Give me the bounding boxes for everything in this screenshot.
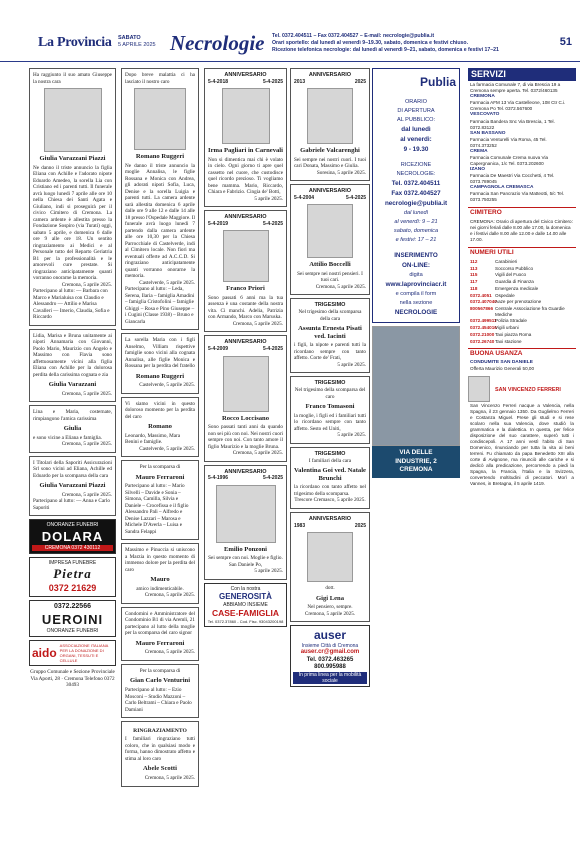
useful-number-row[interactable] [468,318,576,325]
email-link[interactable]: necrologie@publia.it [384,200,448,208]
issue-date: SABATO 5 APRILE 2025 [118,35,156,48]
phone-number: 0372.4051 [470,292,492,298]
obituary: Vi siamo vicini in questo doloroso momento per la perdita del caro Romano Leonardo, Massimo, Mara Benini e famiglie. Castelverde, 5 aprile 2025. [121,397,199,458]
aido-address: Gruppo Comunale e Sezione Provinciale Via Aporti, 28 · Cremona Telefono 0372 30493 [30,669,115,689]
column-5 [372,68,460,478]
phone-number: 118 [470,285,478,291]
saint-image [468,376,490,402]
phone-number: 113 [470,265,478,271]
obituary: Lidia, Marisa e Bruna unitamente ai nipoti Annamaria con Giovanni, Paolo Mario, Maurizio con Angelo e Massimo con Flavia sono affettuosamente vicini alla figlia Eliana con Achille per la dolorosa perdita della carissima cognata e zia Giulia Varazzani Cremona, 5 aprile 2025. [29,329,116,403]
portrait-photo [216,485,276,543]
thanks-notice: RINGRAZIAMENTO I familiari ringraziano tutti coloro, che in qualsiasi modo e forma, hanno dimostrato affetto e stima al loro caro Abele Scotti Cremona, 5 aprile 2025. [121,721,199,787]
number-label: Centrale Associazione fra Guardie Mediche [495,305,565,317]
obituary: Lina e Maria, costernate, rimpiangono l'amica carissima Giulia e sono vicine a Eliana e famiglia. Cremona, 5 aprile 2025. [29,405,116,453]
useful-number-row[interactable] [468,338,576,345]
ad-auser[interactable]: auser Insieme Città di Cremona auser.cr@gmail.com Tel. 0372.463265 800.995988 In prima linea per la mobilità sociale [290,625,370,687]
phone-number: 117 [470,279,478,285]
useful-numbers-list [468,258,576,345]
anniversary-notice: ANNIVERSARIO 1983 2025 dott. Gigi Lena Nel pensiero, sempre. Cremona, 5 aprile 2025. [290,512,370,622]
portrait-photo [307,204,353,258]
column-4 [290,68,370,690]
portrait-photo [307,532,353,582]
ad-dolara[interactable]: ONORANZE FUNEBRI DOLARA CREMONA 0372 430112 [29,519,116,554]
column-1 [29,68,116,689]
phone-number: 0372.407040 [470,299,497,305]
buona-usanza-title: BUONA USANZA [468,348,576,359]
obituary: Per la scomparsa di Gian Carlo Venturini Partecipano al lutto: – Ezio Mosconi – Studio Mazzoni – Carlo Beltrami – Chiara e Paolo Damiani [121,664,199,718]
phone-number: 0372.21000 [470,331,495,337]
useful-number-row[interactable] [468,325,576,332]
office-address: VIA DELLE INDUSTRIE, 2 CREMONA [372,446,460,478]
phone-number: 0372.499511 [470,318,497,324]
number-label: Taxi piazza Roma [495,331,532,337]
phone-number: 0372.454016 [470,325,497,331]
obituary: Dopo breve malattia ci ha lasciato il nostro caro Romano Ruggeri Ne danno il triste annuncio la moglie Annalisa, le figlie Rossana e Monica con Andrea, gli adorati nipoti Sofia, Luca, Denise e la sorella Luigia e parenti tutti. La camera ardente sarà allestita domenica 6 aprile dalle ore 9 alle 12 e dalle 14 alle 18 presso l'Ospedale Maggiore. Il funerale avrà luogo lunedì 7 partendo dalla camera ardente alle ore 10,30 per la Chiesa Parrocchiale di Castelverde, indi al Cimitero locale. Non fiori ma eventuali offerte ad A.C.C.D. Si ringraziano anticipatamente quanti vorranno onorarne la memoria. Castelverde, 5 aprile 2025. Partecipano al lutto: – Leda, Serena, Ilaria – famiglia Amadini – famiglia Cristofolini – famiglie Ghiggi – Rosa e Pino Giuseppe – i Cugini (Classe 1938) – Bruno e Giancarla [121,68,199,330]
useful-number-row[interactable] [468,258,576,265]
publia-info-box: Publia ORARIO DI APERTURA AL PUBBLICO: dal lunedì al venerdì: 9 - 19.30 RICEZIONE NECROLOGIE: Tel. 0372.404511 Fax 0372.404527 necrologie@publia.it dal lunedì al venerdì: 9 – 21 sabato, domenica e festivi: 17 – 21 INSERIMENTO ON-LINE: digita www.laprovinciacr.it e compila il form nella sezione NECROLOGIE [372,68,460,323]
useful-numbers-title: NUMERI UTILI [468,247,576,258]
useful-number-row[interactable] [468,279,576,286]
section-title: Necrologie [170,31,265,55]
number-label: Emergenza medicale [495,285,539,291]
building-photo [372,326,460,446]
number-label: Vigili del Fuoco [495,272,527,278]
useful-number-row[interactable] [468,292,576,299]
useful-number-row[interactable] [468,331,576,338]
saint-header: SAN VINCENZO FERRERI [468,376,576,402]
useful-number-row[interactable] [468,305,576,317]
obituary: Massimo e Pinuccia si uniscono a Marzia in questo momento di immenso dolore per la perdita del caro Mauro amico indimenticabile. Cremona, 5 aprile 2025. [121,543,199,604]
phone-number: 112 [470,258,478,264]
number-label: Ospedale [495,292,515,298]
anniversary-notice: ANNIVERSARIO 5-4-2018 5-4-2025 Irma Pagliari in Carnevali Non si dimentica mai chi è volato in cielo. Ogni giorno ti apre quel cassetto nel cuore, che custodisce quel ricordo prezioso. Ti vogliamo bene mamma. Mario, Riccardo, Chiara e Fabrizio. Cingia de' Botti, 5 aprile 2025. [204,68,287,207]
website-link[interactable]: www.laprovinciacr.it [385,281,447,289]
services-title: SERVIZI [468,68,576,81]
useful-number-row[interactable] [468,285,576,292]
anniversary-notice: ANNIVERSARIO 2013 2025 Gabriele Valcarenghi Sei sempre nei nostri cuori. I tuoi cari Donata, Massimo e Giulia. Soresina, 5 aprile 2025. [290,68,370,181]
obituary: Ha raggiunto il suo amato Giuseppe la nostra cara Giulia Varazzani Piazzi Ne danno il triste annuncio la figlia Eliana con Achille e l'adorato nipote Edoardo Amedeo, la sorella Lia con Cristiano ed i parenti tutti. Il funerale avrà luogo lunedì 7 aprile alle ore 10 nella Chiesa dei Santi Agata e Giuliano, indi si proseguirà per il civico Cimitero di Cremona. La camera ardente è allestita presso la Fondazione Sospiro (via Turati) oggi, sabato 5 aprile, e domenica 6 dalle ore 9 alle ore 18. Un sentito ringraziamento ai Medici e al Personale tutto del Reparto Geriatria B1 per la professionalità e le amorevoli cure prestate. Si ringraziano anticipatamente quanti vorranno onorarne la memoria. Cremona, 5 aprile 2025. Partecipano al lutto: — Barbara con Marco e Marialuisa con Claudio e Alessandro — Attilio e Marisa Cavalleri — Imerio, Claudia, Sofia e Riccardo [29,68,116,326]
anniversary-notice: ANNIVERSARIO 5-4-2009 5-4-2025 Rocco Loccisano Sono passati tanti anni da quando non sei più con noi. Nei nostri cuori sempre con noi. Con tanto amore il figlio Maurizio e la moglie Bruna. Cremona, 5 aprile 2025. [204,335,287,461]
trigesimo-notice: TRIGESIMO Nel trigesimo della scomparsa della cara Assunta Ernesta Pisati ved. Iacinti i figli, la nipote e parenti tutti la ricordano sempre con tanto affetto. Corte de' Frati, 5 aprile 2025. [290,298,370,373]
obituary: I Titolari della Saporiti Assicurazioni Srl sono vicini ad Eliana, Achille ed Edoardo per la scomparsa della cara Giulia Varazzani Piazzi Cremona, 5 aprile 2025. Partecipano al lutto: — Anna e Carlo Saporiti [29,456,116,517]
page-header [0,0,580,62]
useful-number-row[interactable] [468,265,576,272]
ad-case-famiglia[interactable]: Con la nostra GENEROSITÀ ABBIAMO INSIEME CASE-FAMIGLIA Tel. 0372.37860 - Cod. Fisc. 93043200198 [204,583,287,627]
page-number: 51 [559,36,572,48]
ad-pietra[interactable]: IMPRESA FUNEBRE Pietra 0372 21629 [29,557,116,597]
cemetery-title: CIMITERO [468,207,576,218]
portrait-photo [222,88,270,144]
portrait-photo [307,88,353,144]
number-label: Aaze per prenotazione [495,299,542,305]
number-label: Carabinieri [495,258,518,264]
phone-number: 0372.26740 [470,338,495,344]
anniversary-notice: ANNIVERSARIO 5-4-2004 5-4-2025 Attilio Boccelli Sei sempre nei nostri pensieri. I tuoi cari. Cremona, 5 aprile 2025. [290,184,370,295]
anniversary-notice: ANNIVERSARIO 5-4-1996 5-4-2025 Emilio Ponzoni Sei sempre con noi. Moglie e figlio. San Daniele Po, 5 aprile 2025. [204,465,287,580]
phone-link[interactable]: Tel. 0372.404511 [391,180,441,188]
number-label: Guardia di Finanza [495,279,534,285]
number-label: Vigili urbani [495,325,519,331]
anniversary-notice: ANNIVERSARIO 5-4-2019 5-4-2025 Franco Priori Sono passati 6 anni ma la tua assenza è una costante della nostra vita. Ci manchi. Adelia, Patrizia con Armando, Marco con Maruska. Cremona, 5 aprile 2025. [204,210,287,332]
number-label: Soccorso Pubblico [495,265,534,271]
phone-number: 800567866 [470,305,493,311]
useful-number-row[interactable] [468,272,576,279]
portrait-photo [223,230,269,282]
header-info: Tel. 0372.404511 – Fax 0372.404527 – E-mail: necrologie@publia.it Orari sportello: dal lunedì al venerdì 9–19.30, sabato, domenica e festivi chiuso. Ricezione telefonica necrologie: dal lunedì al venerdì 9–21, sabato, domenica e festivi 17–21 [272,33,499,54]
useful-number-row[interactable] [468,299,576,306]
phone-number: 115 [470,272,478,278]
portrait-photo [44,88,102,152]
services-sidebar: SERVIZI La farmacia Comunale 7, di via Brescia 19 a Cremona sempre aperta. Tel. 0372/460135 CREMONA Farmacia AFM 13 Via Castelleone, 108 Ctr C.i. Cremona Po Tel. 0372.567600 VESCOVATO Farmacia Bandera Snc Via Brescia, 1 Tel. 0372.83122 SAN BASSANO Farmacia Venturelli Via Roma, 45 Tel. 0374.373252 CREMA Farmacia Comunale Crema nuova Via Capergnanica, 1/c Tel. 0373.202600 IZANO Farmacia De Maestri Via Cocchetti, 4 Tel. 0373.789045 CAMPAGNOLA CREMASCA Farmacia San Pancrazio Via Matteotti, 5/c Tel. 0373.750255 CIMITERO CREMONA: Orario di apertura del Civico Cimitero: nei giorni feriali dalle 8.00 alle 17.00, la domenica e i festivi dalle 8.00 alle 12.00 e dalle 14.00 alle 17.00. NUMERI UTILI 112 Carabinieri 113 Soccorso Pubblico 115 Vigili del Fuoco 117 Guardia di Finanza 118 Emergenza medicale 0372.4051 Ospedale 0372.407040 Aaze per prenotazione 800567866 Centrale Associazione fra Guardie Mediche 0372.499511 Polizia Stradale 0372.454016 Vigili urbani 0372.21000 Taxi piazza Roma 0372.26740 Taxi stazione BUONA USANZA CONDUMITE SAN DANIELE Offerta Maurizio Generali 50,00 SAN VINCENZO FERRERI San Vincenzo Ferreri nacque a Valencia, nella Spagna, il 23 gennaio 1350. Da Guglielmo Ferreri e Costanza Miguel. Prese gli studi e si rese scolaro nella sua Valencia, dove studiò la grammatica e la dialettica. In questa, per felice disposizione del suo carattere, superò tutti i condiscepoli. A 17 anni vestì l'abito di San Domenico, rinunciando per tutta la vita ai beni terreni. Fu chiamato da papa Benedetto XIII alla corte di Avignone, ma rinunciò alle cariche e si dedicò alla predicazione, percorrendo a piedi la Spagna, la Francia, l'Italia e la Svizzera, convertendo moltitudini di peccatori. Morì a Vannes, in Bretagna, il 5 aprile 1419. [470,69,574,486]
portrait-photo [134,88,186,150]
newspaper-logo[interactable]: La Provincia [38,35,112,50]
column-2 [121,68,199,790]
obituary: Condomini e Amministratore del Condominio B1 di via Aremli, 21 partecipano al lutto della moglie per la scomparsa del caro signor Mauro Ferraroni Cremona, 5 aprile 2025. [121,607,199,661]
publia-logo[interactable]: Publia [419,75,456,89]
number-label: Taxi stazione [495,338,522,344]
number-label: Polizia Stradale [495,318,527,324]
column-3 [204,68,287,630]
obituary: La sorella Maria con i figli Anselmo, Villiam rispettive famiglie sono vicini alla cognata Annalisa, alle figlie Monica e Rossana per la perdita del fratello Romano Ruggeri Castelverde, 5 aprile 2025. [121,333,199,394]
ad-queroini[interactable]: 0372.22566 UEROINI ONORANZE FUNEBRI [29,600,116,637]
obituary: Per la scomparsa di Mauro Ferraroni Partecipano al lutto: – Mario Silvelli – Davide e Sonia – Simona, Camilla, Silvia e Daniele – Crocefissa e il figlio Alessandro Pali – Alfredo e Denise Lazzari – Marosa e Michele D'Averla – Luisa e Sandra Felappi [121,460,199,540]
ad-aido[interactable]: aido ASSOCIAZIONE ITALIANA PER LA DONAZIONE DI ORGANI, TESSUTI E CELLULE [29,640,116,666]
portrait-photo [223,356,269,412]
trigesimo-notice: TRIGESIMO I familiari della cara Valentina Goi ved. Natale Brunchi la ricordano con tanto affetto nel trigesimo della scomparsa. Trescore Cremasco, 5 aprile 2025. [290,447,370,509]
saint-text: San Vincenzo Ferreri nacque a Valencia, nella Spagna, il 23 gennaio 1350. Da Guglielmo Ferreri e Costanza Miguel. Prese gli studi e si rese scolaro nella sua Valencia, dove studiò la grammatica e la dialettica. In questa, per felice disposizione del suo carattere, superò tutti i condiscepoli. A 17 anni vestì l'abito di San Domenico, rinunciando per tutta la vita ai beni terreni. Fu chiamato da papa Benedetto XIII alla corte di Avignone, ma rinunciò alle cariche e si dedicò alla predicazione, percorrendo a piedi la Spagna, la Francia, l'Italia e la Svizzera, convertendo moltitudini di peccatori. Morì a Vannes, in Bretagna, il 5 aprile 1419. [470,403,574,486]
trigesimo-notice: TRIGESIMO Nel trigesimo della scomparsa del caro Franco Tomasoni la moglie, i figli ed i familiari tutti lo ricordano sempre con tanto affetto. Sesto ed Uniti, 5 aprile 2025. [290,376,370,443]
